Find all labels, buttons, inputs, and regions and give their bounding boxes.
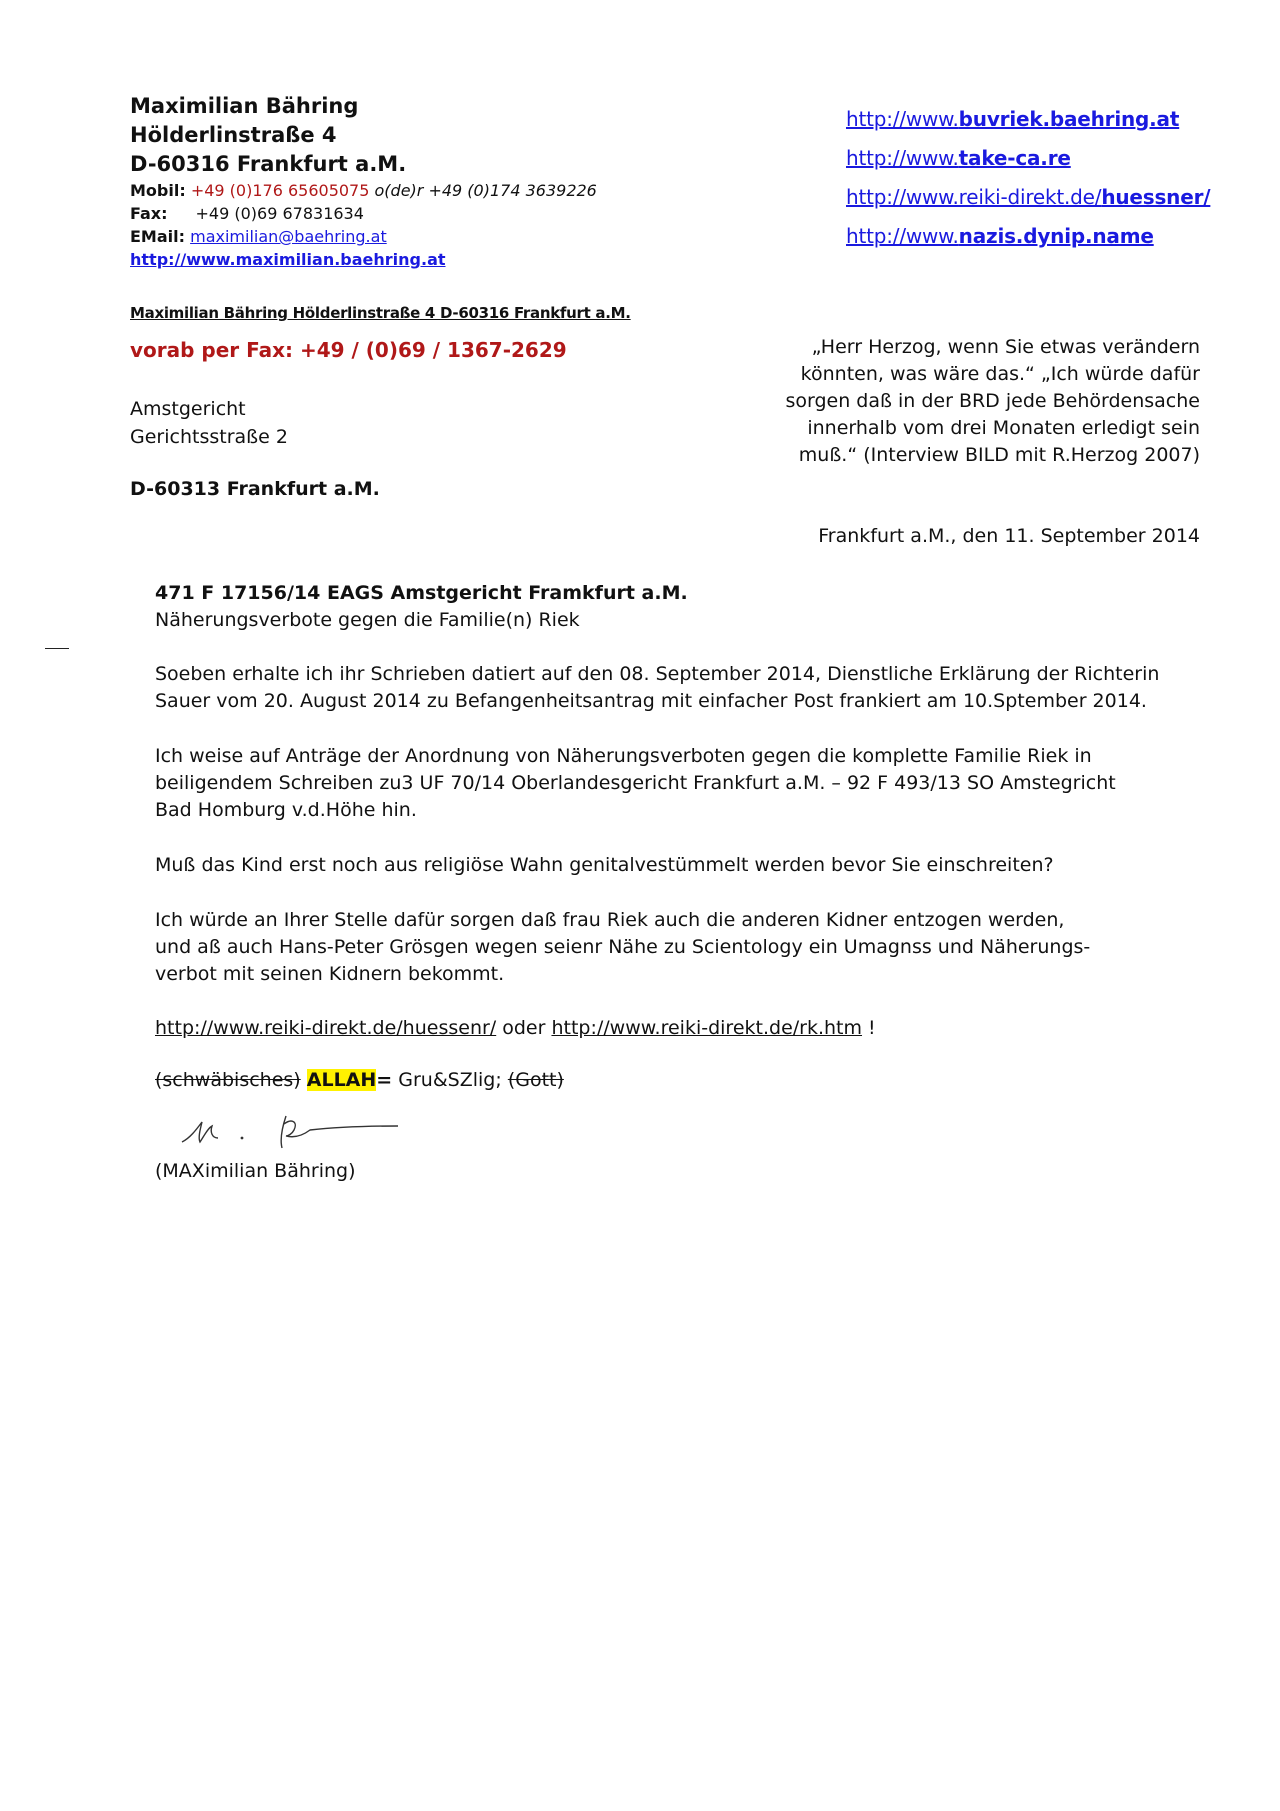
link-list <box>846 100 1266 256</box>
paragraph-links <box>155 1015 1205 1042</box>
paragraph-1 <box>155 661 1205 715</box>
link-reiki-huessner[interactable]: http://www.reiki-direkt.de/huessner/ <box>846 185 1211 209</box>
struck-text-2: (Gott) <box>507 1069 564 1091</box>
email-link[interactable]: maximilian@baehring.at <box>190 227 387 246</box>
fax-label: Fax: <box>130 204 168 223</box>
recipient-city: D-60313 Frankfurt a.M. <box>130 478 380 500</box>
link-end: ! <box>862 1017 876 1039</box>
quote-line: innerhalb vom drei Monaten erledigt sein <box>807 417 1200 439</box>
paragraph-2 <box>155 743 1205 824</box>
signature-stroke <box>281 1116 398 1148</box>
link-nazis-dynip[interactable]: http://www.nazis.dynip.name <box>846 224 1154 248</box>
link-buvriek[interactable]: http://www.buvriek.baehring.at <box>846 107 1180 131</box>
sender-mobile-line <box>130 179 690 202</box>
paragraph-line: Ich würde an Ihrer Stelle dafür sorgen daß frau Riek auch die anderen Kidner entzogen werden, <box>155 909 1065 931</box>
sender-fax-line <box>130 202 690 225</box>
quote-line: sorgen daß in der BRD jede Behördensache <box>785 390 1200 412</box>
greeting: Gru&SZlig; <box>398 1069 502 1091</box>
herzog-quote <box>755 334 1200 469</box>
mobile-label: Mobil: <box>130 181 186 200</box>
quote-line: könnten, was wäre das.“ „Ich würde dafür <box>800 363 1200 385</box>
link-huessenr[interactable]: http://www.reiki-direkt.de/huessenr/ <box>155 1017 497 1039</box>
paragraph-line: Soeben erhalte ich ihr Schrieben datiert auf den 08. September 2014, Dienstliche Erklärung der Richterin <box>155 663 1160 685</box>
sender-street: Hölderlinstraße 4 <box>130 123 337 147</box>
recipient-address <box>130 395 288 451</box>
mobile-number-1: +49 (0)176 65605075 <box>190 181 370 200</box>
equals-sign: = <box>376 1069 393 1091</box>
closing-line <box>155 1069 564 1091</box>
sender-website-line <box>130 248 690 271</box>
subject-topic: Näherungsverbote gegen die Familie(n) Riek <box>155 609 580 631</box>
sender-name: Maximilian Bähring <box>130 94 359 118</box>
website-link[interactable]: http://www.maximilian.baehring.at <box>130 250 446 269</box>
sender-block <box>130 92 690 271</box>
sender-email-line <box>130 225 690 248</box>
highlighted-word: ALLAH <box>306 1069 377 1091</box>
recipient-name: Amstgericht <box>130 398 246 420</box>
link-rk[interactable]: http://www.reiki-direkt.de/rk.htm <box>551 1017 863 1039</box>
signature-stroke <box>182 1122 218 1142</box>
link-joiner: oder <box>496 1017 552 1039</box>
mobile-number-2: +49 (0)174 3639226 <box>428 181 597 200</box>
fax-notice: vorab per Fax: +49 / (0)69 / 1367-2629 <box>130 338 567 362</box>
struck-text-1: (schwäbisches) <box>155 1069 301 1091</box>
signature-dot <box>241 1137 244 1140</box>
quote-line: muß.“ (Interview BILD mit R.Herzog 2007) <box>798 444 1200 466</box>
signature-name: (MAXimilian Bähring) <box>155 1160 356 1182</box>
fax-number: +49 (0)69 67831634 <box>195 204 364 223</box>
letter-date: Frankfurt a.M., den 11. September 2014 <box>818 525 1200 547</box>
paragraph-4 <box>155 907 1205 988</box>
paragraph-line: Ich weise auf Anträge der Anordnung von Näherungsverboten gegen die komplette Familie Riek in <box>155 745 1092 767</box>
paragraph-line: Sauer vom 20. August 2014 zu Befangenheitsantrag mit einfacher Post frankiert am 10.Sptember 2014. <box>155 690 1147 712</box>
mobile-or: o(de)r <box>374 181 424 200</box>
paragraph-line: verbot mit seinen Kidnern bekommt. <box>155 963 505 985</box>
quote-line: „Herr Herzog, wenn Sie etwas verändern <box>811 336 1200 358</box>
paragraph-line: und aß auch Hans-Peter Grösgen wegen seienr Nähe zu Scientology ein Umagnss und Näherungs- <box>155 936 1091 958</box>
recipient-street: Gerichtsstraße 2 <box>130 426 288 448</box>
fold-mark <box>45 648 69 649</box>
return-address-line: Maximilian Bähring Hölderlinstraße 4 D-60316 Frankfurt a.M. <box>130 304 631 322</box>
case-reference: 471 F 17156/14 EAGS Amstgericht Framkfurt a.M. <box>155 582 688 604</box>
sender-city: D-60316 Frankfurt a.M. <box>130 152 407 176</box>
paragraph-line: Bad Homburg v.d.Höhe hin. <box>155 799 417 821</box>
link-take-care[interactable]: http://www.take-ca.re <box>846 146 1071 170</box>
handwritten-signature <box>178 1108 418 1156</box>
subject-block <box>155 580 688 634</box>
paragraph-3: Muß das Kind erst noch aus religiöse Wahn genitalvestümmelt werden bevor Sie einschreiten? <box>155 854 1054 876</box>
paragraph-line: beiligendem Schreiben zu3 UF 70/14 Oberlandesgericht Frankfurt a.M. – 92 F 493/13 SO Amstegricht <box>155 772 1116 794</box>
email-label: EMail: <box>130 227 186 246</box>
